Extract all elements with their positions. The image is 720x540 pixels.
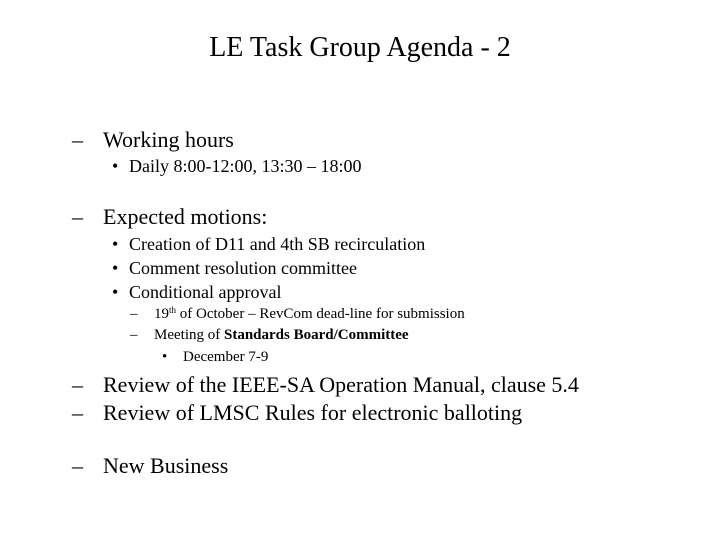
dash-bullet: – xyxy=(72,127,83,152)
sub-item-text: Comment resolution committee xyxy=(129,258,357,278)
ordinal-suffix: th xyxy=(169,305,177,316)
round-bullet: • xyxy=(112,282,119,302)
deadline-day: 19 xyxy=(154,306,169,322)
dash-bullet: – xyxy=(72,453,83,478)
sub-item-comment-resolution xyxy=(112,257,357,279)
agenda-item-review-lmsc xyxy=(72,400,522,426)
deadline-text: of October – RevCom dead-line for submission xyxy=(176,306,465,322)
sub-sub-sub-item-date xyxy=(162,348,268,366)
sub-item-text: Conditional approval xyxy=(129,282,282,302)
dash-bullet: – xyxy=(130,327,138,343)
sub-item-text: Creation of D11 and 4th SB recirculation xyxy=(129,234,426,254)
agenda-item-review-ops-manual xyxy=(72,372,579,398)
agenda-item-label: Working hours xyxy=(103,127,234,152)
round-bullet: • xyxy=(162,349,168,365)
agenda-item-working-hours xyxy=(72,127,234,153)
agenda-item-label: Review of LMSC Rules for electronic balloting xyxy=(103,400,523,425)
round-bullet: • xyxy=(112,156,119,176)
agenda-item-label: New Business xyxy=(103,453,229,478)
dash-bullet: – xyxy=(72,204,83,229)
sub-item-text: Daily 8:00-12:00, 13:30 – 18:00 xyxy=(129,156,362,176)
round-bullet: • xyxy=(112,258,119,278)
agenda-item-label: Review of the IEEE-SA Operation Manual, clause 5.4 xyxy=(103,372,579,397)
round-bullet: • xyxy=(112,234,119,254)
dash-bullet: – xyxy=(72,400,83,425)
sub-item-conditional-approval xyxy=(112,281,281,303)
slide-title: LE Task Group Agenda - 2 xyxy=(209,32,511,63)
sub-sub-item-deadline xyxy=(130,305,465,323)
dash-bullet: – xyxy=(130,306,138,322)
meeting-prefix: Meeting of xyxy=(154,327,224,343)
agenda-item-new-business xyxy=(72,453,228,479)
date-text: December 7-9 xyxy=(183,349,269,365)
meeting-bold-text: Standards Board/Committee xyxy=(223,327,409,343)
dash-bullet: – xyxy=(72,372,83,397)
sub-item-daily-hours xyxy=(112,155,362,177)
agenda-item-expected-motions xyxy=(72,204,267,230)
sub-item-creation-d11 xyxy=(112,233,425,255)
sub-sub-item-meeting xyxy=(130,326,409,344)
agenda-item-label: Expected motions: xyxy=(103,204,268,229)
